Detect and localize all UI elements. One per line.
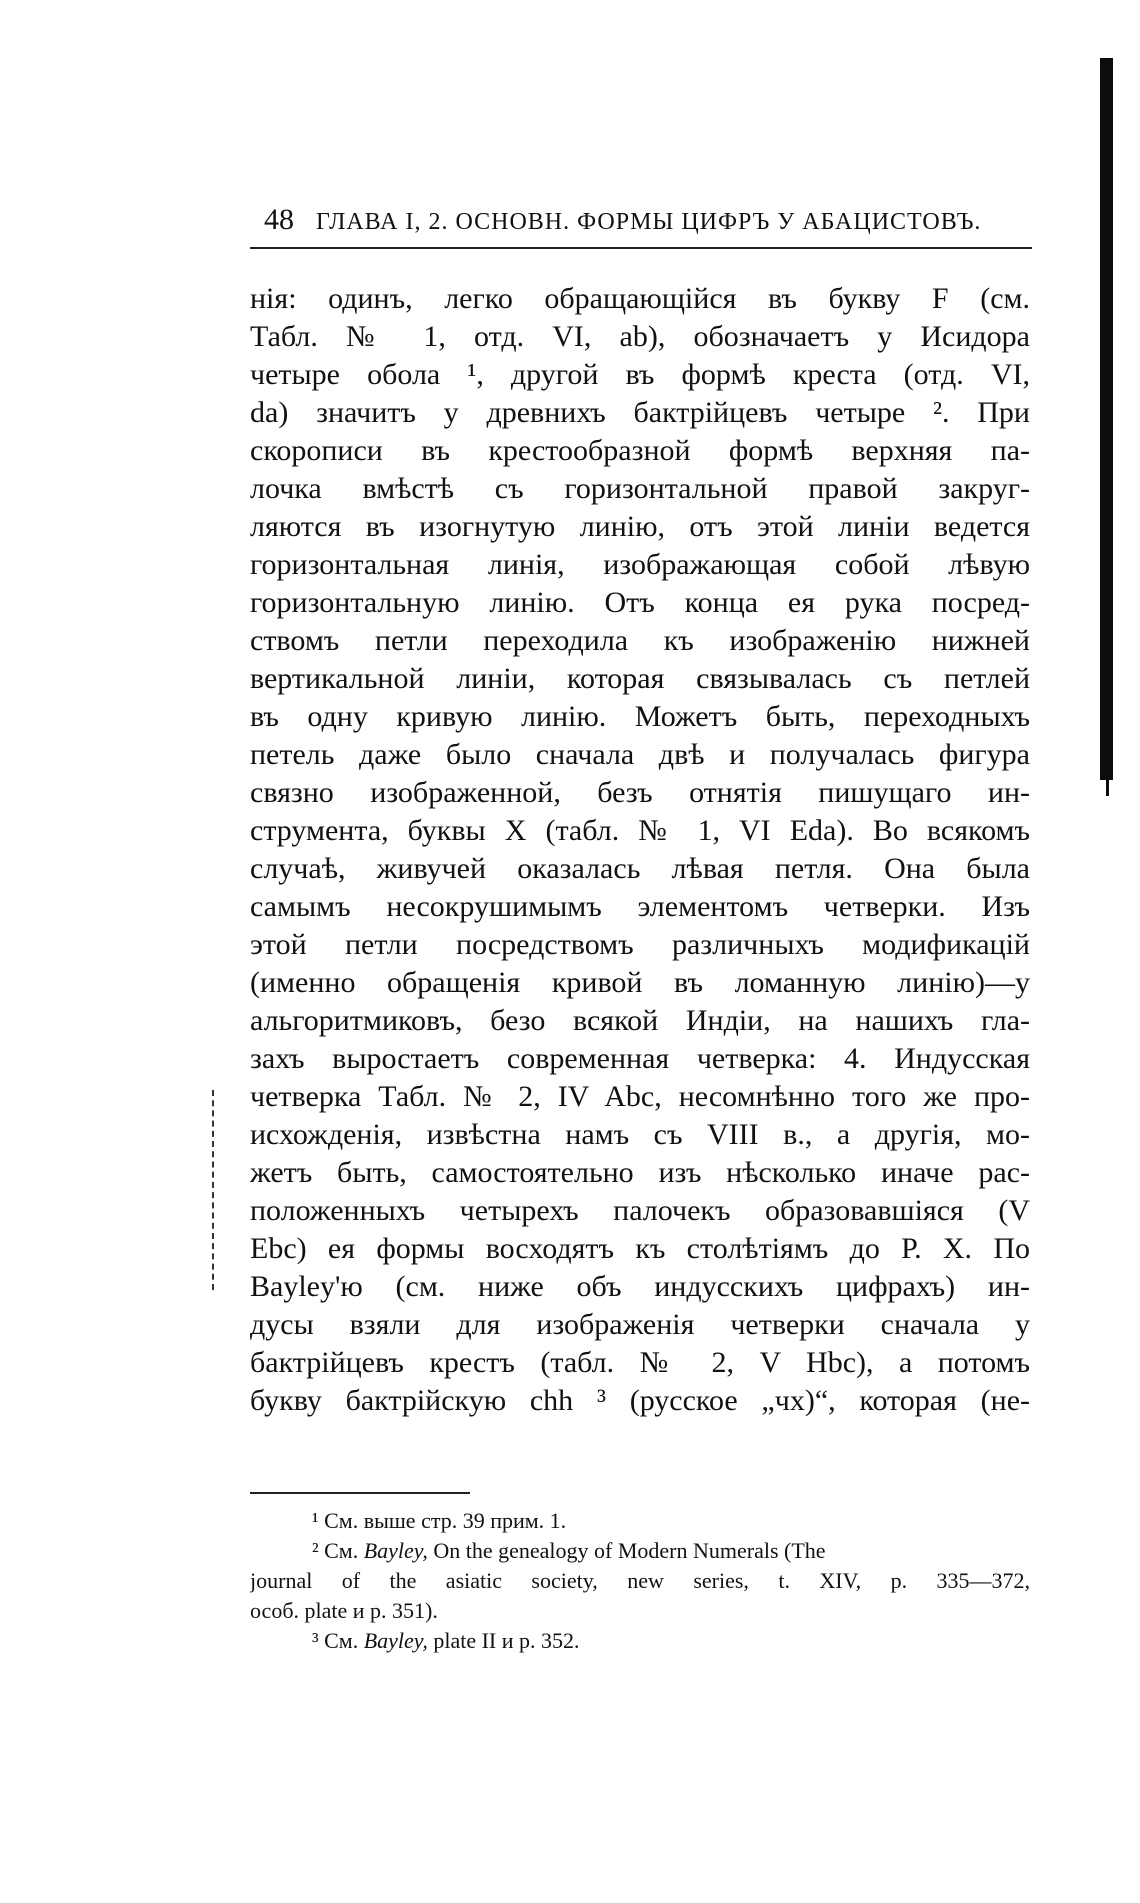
- text-line: ствомъ петли переходила къ изображенію нижней: [250, 624, 1030, 657]
- text-line: исхожденія, извѣстна намъ съ VIII в., а другія, мо-: [250, 1118, 1030, 1151]
- text-line: этой петли посредствомъ различныхъ модификацій: [250, 928, 1030, 961]
- text-line: скорописи въ крестообразной формѣ верхняя па-: [250, 434, 1030, 467]
- running-head: ГЛАВА I, 2. ОСНОВН. ФОРМЫ ЦИФРЪ У АБАЦИСТОВЪ.: [316, 209, 982, 235]
- text-line: Bayley'ю (см. ниже объ индусскихъ цифрахъ) ин-: [250, 1270, 1030, 1303]
- text-line: Табл. № 1, отд. VI, ab), обозначаетъ у Исидора: [250, 320, 1030, 353]
- footnote-2-text: On the genealogy of Modern Numerals (The: [433, 1538, 826, 1563]
- footnote-2-line-2: journal of the asiatic society, new series, t. XIV, p. 335—372,: [250, 1568, 1030, 1593]
- footnote-2-author: Bayley,: [363, 1538, 428, 1563]
- text-line: жетъ быть, самостоятельно изъ нѣсколько иначе рас-: [250, 1156, 1030, 1189]
- text-line: горизонтальная линія, изображающая собой лѣвую: [250, 548, 1030, 581]
- footnote-2: [250, 1536, 1030, 1566]
- body-text: [250, 280, 1030, 1420]
- footnote-3: [250, 1626, 1030, 1656]
- margin-pencil-marks: [212, 1090, 216, 1290]
- text-line: (именно обращенія кривой въ ломанную линію)—у: [250, 966, 1030, 999]
- text-line: петель даже было сначала двѣ и получалась фигура: [250, 738, 1030, 771]
- text-line: четверка Табл. № 2, IV Abc, несомнѣнно того же про-: [250, 1080, 1030, 1113]
- page-header: [264, 203, 1024, 241]
- binding-edge-bar: [1100, 58, 1113, 780]
- footnotes: [250, 1506, 1030, 1656]
- text-line: въ одну кривую линію. Можетъ быть, переходныхъ: [250, 700, 1030, 733]
- text-line: букву бактрійскую chh ³ (русское „чх)“, которая (не-: [250, 1384, 1030, 1417]
- text-line: лочка вмѣстѣ съ горизонтальной правой закруг-: [250, 472, 1030, 505]
- footnote-3-marker: ³ См.: [312, 1628, 359, 1653]
- footnote-3-text: plate II и p. 352.: [433, 1628, 580, 1653]
- page-number: 48: [264, 203, 294, 236]
- footnote-3-author: Bayley,: [363, 1628, 428, 1653]
- text-line: ляются въ изогнутую линію, отъ этой линіи ведется: [250, 510, 1030, 543]
- text-line: положенныхъ четырехъ палочекъ образовавшіяся (V: [250, 1194, 1030, 1227]
- text-line: дусы взяли для изображенія четверки сначала у: [250, 1308, 1030, 1341]
- footnote-2-line-3: особ. plate и p. 351).: [250, 1598, 438, 1623]
- binding-edge-tail: [1106, 770, 1109, 796]
- footnote-1: ¹ См. выше стр. 39 прим. 1.: [312, 1508, 567, 1533]
- text-line: связно изображенной, безъ отнятія пишущаго ин-: [250, 776, 1030, 809]
- text-line: самымъ несокрушимымъ элементомъ четверки. Изъ: [250, 890, 1030, 923]
- text-line: горизонтальную линію. Отъ конца ея рука посред-: [250, 586, 1030, 619]
- text-line: вертикальной линіи, которая связывалась съ петлей: [250, 662, 1030, 695]
- text-line: da) значитъ у древнихъ бактрійцевъ четыре ². При: [250, 396, 1030, 429]
- text-line: четыре обола ¹, другой въ формѣ креста (отд. VI,: [250, 358, 1030, 391]
- text-line: альгоритмиковъ, безо всякой Индіи, на нашихъ гла-: [250, 1004, 1030, 1037]
- header-rule: [250, 247, 1032, 249]
- text-line: Ebc) ея формы восходятъ къ столѣтіямъ до Р. Х. По: [250, 1232, 1030, 1265]
- footnote-2-marker: ² См.: [312, 1538, 359, 1563]
- text-line: нія: одинъ, легко обращающійся въ букву F (см.: [250, 282, 1030, 315]
- text-line: случаѣ, живучей оказалась лѣвая петля. Она была: [250, 852, 1030, 885]
- text-line: бактрійцевъ крестъ (табл. № 2, V Hbc), а потомъ: [250, 1346, 1030, 1379]
- text-line: струмента, буквы X (табл. № 1, VI Eda). Во всякомъ: [250, 814, 1030, 847]
- text-line: захъ выростаетъ современная четверка: 4. Индусская: [250, 1042, 1030, 1075]
- footnote-rule: [250, 1492, 470, 1494]
